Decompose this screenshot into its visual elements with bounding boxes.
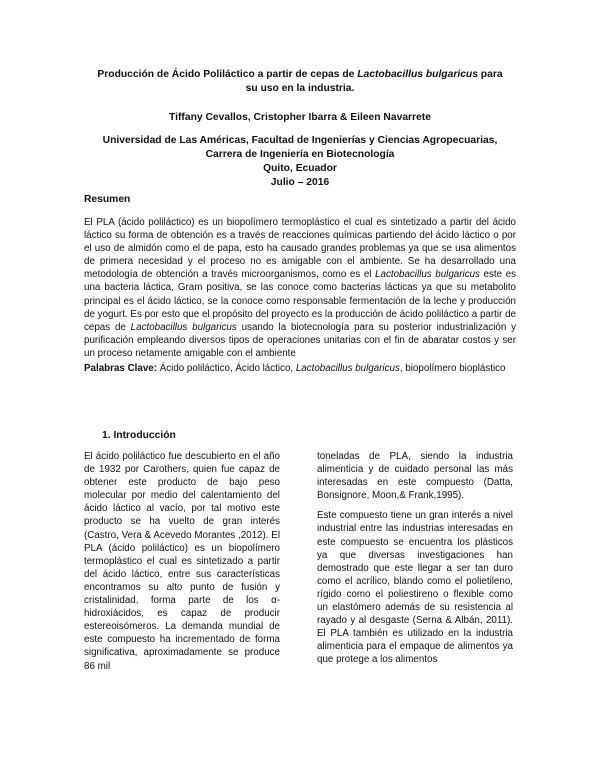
- title-line-2: su uso en la industria.: [245, 83, 355, 94]
- right-column: [317, 450, 513, 674]
- paper-title: [70, 68, 530, 96]
- authors: Tiffany Cevallos, Cristopher Ibarra & Eileen Navarrete: [169, 112, 431, 123]
- abstract-body: [84, 216, 516, 360]
- title-text-end: para: [477, 69, 503, 80]
- affiliation-city: Quito, Ecuador: [263, 163, 337, 174]
- affiliation-line: Universidad de Las Américas, Facultad de Ingenierías y Ciencias Agropecuarias,: [102, 135, 498, 146]
- affiliation-date: Julio – 2016: [270, 177, 330, 188]
- intro-paragraph: El ácido poliláctico fue descubierto en el año de 1932 por Carothers, quien fue capaz de obtener este producto de bajo peso molecular por medio del calentamiento del ácido láctico al vacío, por tal motivo este producto se ha vuelto de gran interés (Castro, Vera & Acevedo Morantes ,2012). El PLA (ácido poliláctico) es un biopolímero termoplástico el cual es sintetizado a partir del ácido láctico, entre sus características encontramos su alto punto de fusión y cristalinidad, forma parte de los α-hidroxiácidos, es capaz de producir estereoisómeros. La demanda mundial de este compuesto ha incrementado de forma significativa, aproximadamente se produce 86 mil: [84, 451, 280, 672]
- keywords-species: Lactobacillus bulgaricus: [295, 363, 400, 374]
- title-line-1: [70, 68, 530, 82]
- abstract-text: este es una bacteria láctica, Gram positiva, se las conoce como bacterias lácticas ya que su metabolito principal es el ácido láctico, se la conoce como responsable fermentación de la leche y producción de yogurt. Es por esto que el propósito del proyecto es la producción de ácido poliláctico a partir de cepas de: [84, 269, 516, 333]
- abstract-species: Lactobacillus bulgaricus: [130, 321, 237, 333]
- intro-paragraph: Este compuesto tiene un gran interés a nivel industrial entre las industrias interesadas en este compuesto se encuentra los plásticos ya que diversas investigaciones han demostrado que este llegar a ser tan duro como el acrílico, blando como el polietileno, rígido como el poliestireno o flexible como un elastómero además de su resistencia al rayado y al desgaste (Serna & Albán, 2011). El PLA también es utilizado en la industria alimenticia para el empaque de alimentos ya que protege a los alimentos: [317, 510, 513, 666]
- left-column: [84, 450, 280, 680]
- abstract-text: usando la biotecnología para su posterior industrialización y purificación empleando diversos tipos de operaciones unitarias con el fin de abaratar costos y ser un proceso netamente amigable con el ambiente: [84, 321, 517, 359]
- title-species: Lactobacillus bulgaricus: [357, 69, 478, 80]
- affiliation: [70, 134, 530, 190]
- keywords-label: Palabras Clave:: [84, 363, 157, 374]
- keywords-text: , biopolímero bioplástico: [399, 363, 506, 374]
- abstract-species: Lactobacillus bulgaricus: [375, 269, 480, 281]
- keywords-text: Ácido poliláctico, Ácido láctico,: [156, 363, 296, 374]
- affiliation-line: Carrera de Ingeniería en Biotecnología: [205, 149, 395, 160]
- intro-paragraph: toneladas de PLA, siendo la industria alimenticia y de cuidado personal las más interesadas en este compuesto (Datta, Bonsignore, Moon,& Frank,1995).: [317, 451, 513, 502]
- abstract-heading: Resumen: [84, 194, 131, 205]
- title-text: Producción de Ácido Poliláctico a partir de cepas de: [97, 69, 358, 80]
- abstract-text: El PLA (ácido poliláctico) es un biopolímero termoplástico el cual es sintetizado a partir del ácido láctico su forma de obtención es a través de reacciones químicas partiendo del ácido láctico o por el uso de almidón como el de papa, esto ha causado grandes problemas ya que se usa alimentos de primera necesidad y el proceso no es amigable con el ambiente. Se ha desarrollado una metodología de obtención a través microorganismos, como es el: [84, 217, 516, 281]
- keywords: [84, 362, 516, 375]
- section-heading-introduccion: 1. Introducción: [102, 430, 176, 441]
